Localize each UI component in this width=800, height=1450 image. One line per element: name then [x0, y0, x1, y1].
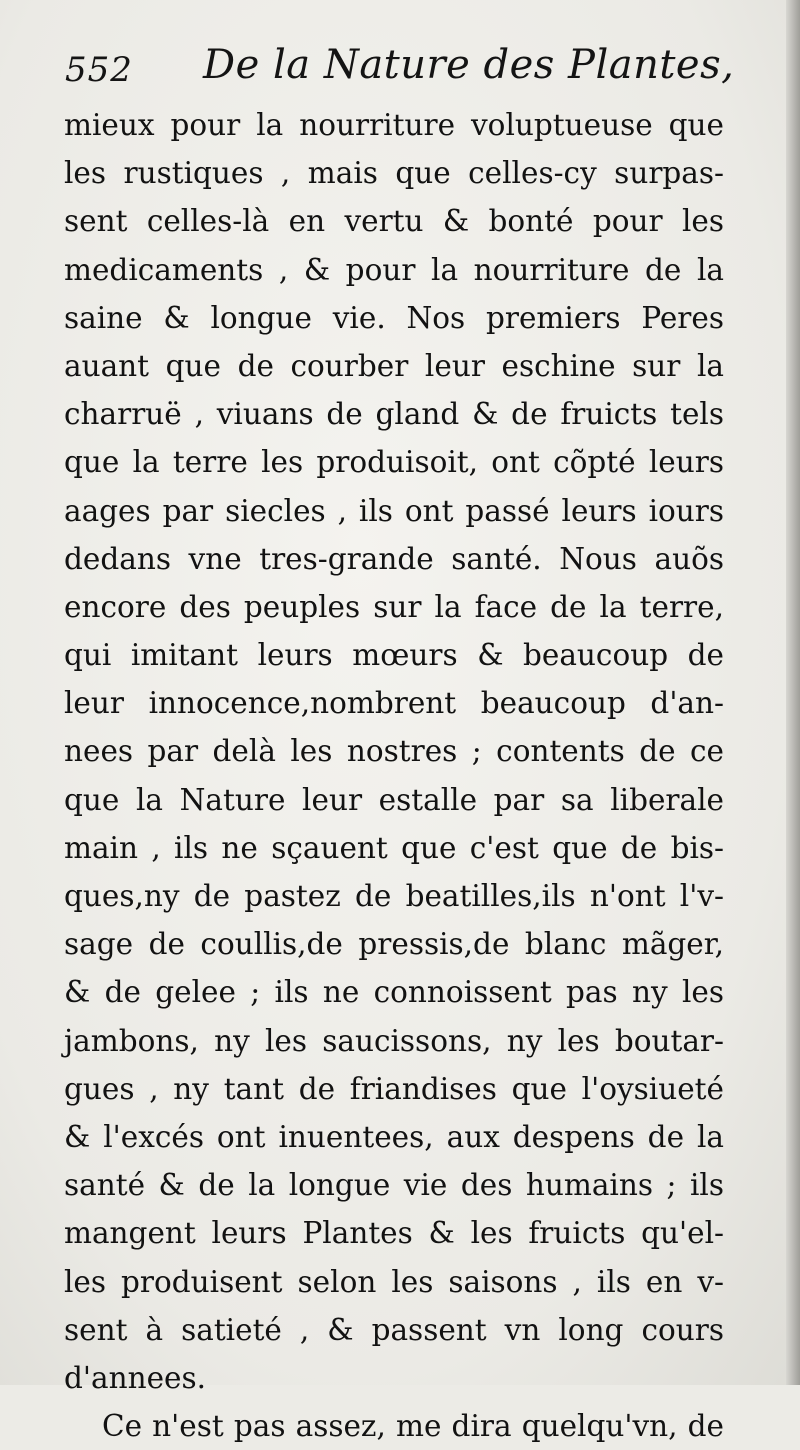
text-line: mieux pour la nourriture voluptueuse que [64, 108, 724, 142]
text-line: mangent leurs Plantes & les fruicts qu'el- [64, 1216, 724, 1251]
text-line: charruë , viuans de gland & de fruicts tels [64, 397, 724, 432]
text-line: main , ils ne sçauent que c'est que de bis- [64, 830, 724, 865]
text-line: leur innocence,nombrent beaucoup d'an- [64, 686, 724, 721]
text-line: saine & longue vie. Nos premiers Peres [64, 300, 724, 335]
text-line: que la Nature leur estalle par sa liberale [64, 782, 724, 817]
text-line: aages par siecles , ils ont passé leurs iours [64, 493, 724, 528]
text-line: & de gelee ; ils ne connoissent pas ny les [64, 975, 724, 1010]
text-line: ques,ny de pastez de beatilles,ils n'ont l'v- [64, 879, 724, 913]
text-line: sent celles-là en vertu & bonté pour les [64, 204, 724, 239]
text-line: jambons, ny les saucissons, ny les boutar- [64, 1023, 724, 1058]
page-header [65, 42, 765, 100]
running-title: De la Nature des Plantes, [203, 42, 735, 88]
text-line: gues , ny tant de friandises que l'oysiueté [64, 1071, 724, 1106]
text-line: d'annees. [64, 1360, 207, 1395]
text-line: santé & de la longue vie des humains ; ils [64, 1168, 724, 1203]
text-line: les produisent selon les saisons , ils en v- [64, 1264, 724, 1299]
text-line: nees par delà les nostres ; contents de ce [64, 734, 724, 769]
text-line: auant que de courber leur eschine sur la [64, 348, 724, 383]
text-line: sage de coullis,de pressis,de blanc mãger, [64, 927, 724, 962]
text-line: les rustiques , mais que celles-cy surpas- [64, 156, 724, 191]
text-line: qui imitant leurs mœurs & beaucoup de [64, 638, 724, 673]
page-gutter-shadow [786, 0, 800, 1385]
text-line: dedans vne tres-grande santé. Nous auõs [64, 541, 724, 576]
text-line: sent à satieté , & passent vn long cours [64, 1312, 724, 1347]
text-line: que la terre les produisoit, ont cõpté leurs [64, 445, 724, 480]
text-line: encore des peuples sur la face de la terre, [64, 589, 724, 624]
page-number: 552 [65, 50, 133, 90]
text-line: & l'excés ont inuentees, aux despens de la [64, 1119, 724, 1154]
body-text [64, 101, 724, 1450]
text-line: Ce n'est pas assez, me dira quelqu'vn, de [102, 1409, 724, 1444]
text-line: medicaments , & pour la nourriture de la [64, 252, 724, 287]
